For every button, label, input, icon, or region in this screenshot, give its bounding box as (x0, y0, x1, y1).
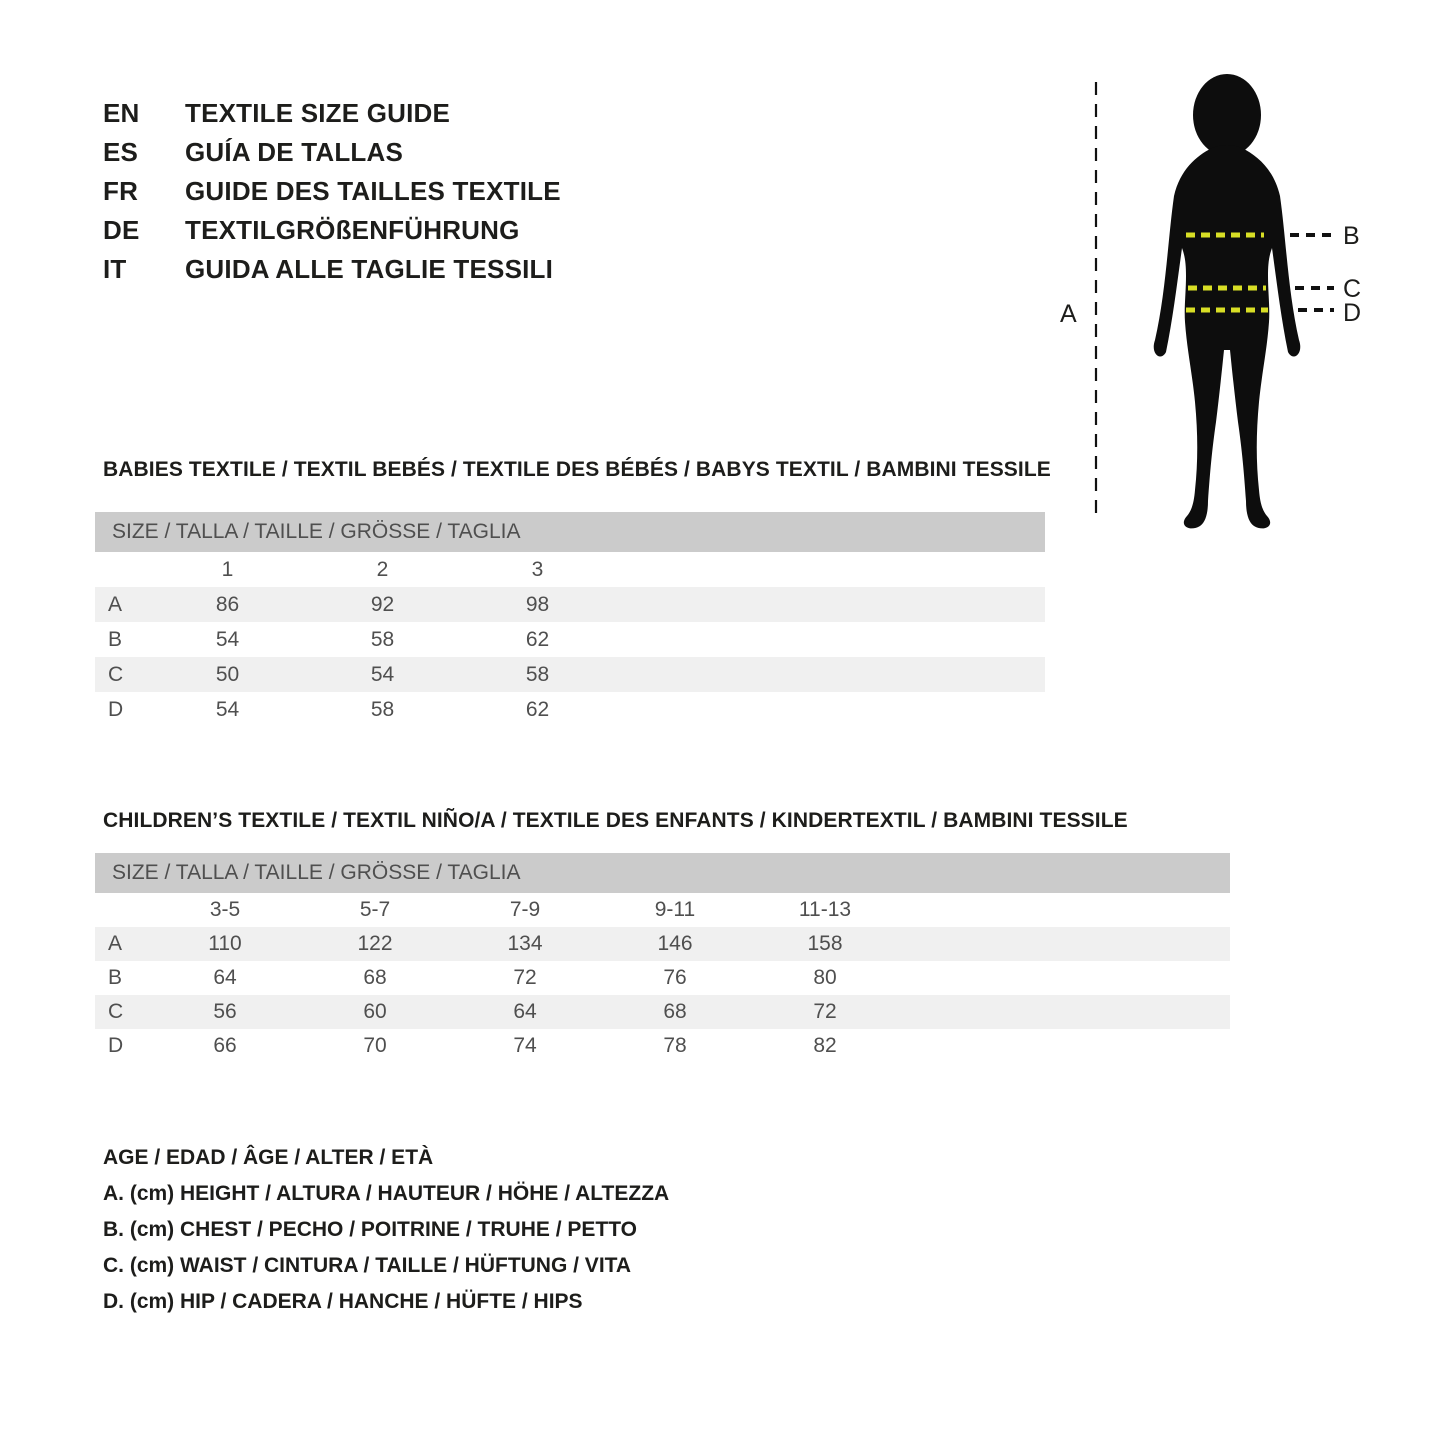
value-cell: 122 (357, 932, 393, 955)
language-row-it (103, 250, 561, 289)
guide-title: GUIDA ALLE TAGLIE TESSILI (185, 254, 554, 284)
value-cell: 62 (525, 697, 550, 721)
value-cell: 64 (213, 966, 237, 989)
table-row (95, 587, 1045, 622)
table-row (95, 622, 1045, 657)
value-cell: 68 (663, 1000, 687, 1023)
language-code: ES (103, 137, 139, 167)
chest-label: B (1343, 222, 1360, 250)
size-column: 1 (221, 557, 234, 581)
size-header-bar: SIZE / TALLA / TAILLE / GRÖSSE / TAGLIA (95, 853, 1230, 893)
value-cell: 54 (370, 662, 395, 686)
language-row-fr (103, 172, 561, 211)
row-label: C (108, 662, 124, 686)
guide-title: TEXTILGRÖßENFÜHRUNG (185, 215, 520, 245)
child-measurement-figure (1040, 60, 1380, 540)
value-cell: 50 (215, 662, 240, 686)
row-label: D (108, 697, 124, 721)
value-cell: 92 (370, 592, 395, 616)
value-cell: 60 (363, 1000, 387, 1023)
language-row-de (103, 211, 561, 250)
value-cell: 98 (525, 592, 550, 616)
row-label: B (108, 966, 123, 989)
value-cell: 56 (213, 1000, 237, 1023)
waist-label: C (1343, 275, 1362, 303)
size-column: 3 (531, 557, 544, 581)
legend-chest-line: B. (cm) CHEST / PECHO / POITRINE / TRUHE / PETTO (103, 1218, 638, 1241)
size-column: 5-7 (359, 898, 391, 921)
guide-title: GUIDE DES TAILLES TEXTILE (185, 176, 561, 206)
legend-waist-line: C. (cm) WAIST / CINTURA / TAILLE / HÜFTUNG / VITA (103, 1254, 632, 1277)
height-label: A (1060, 300, 1077, 328)
babies-table-title: BABIES TEXTILE / TEXTIL BEBÉS / TEXTILE DES BÉBÉS / BABYS TEXTIL / BAMBINI TESSILE (103, 458, 1051, 481)
table-row (95, 1029, 1230, 1063)
size-column: 3-5 (209, 898, 241, 921)
value-cell: 54 (215, 627, 240, 651)
table-row (95, 995, 1230, 1029)
language-code: IT (103, 254, 127, 284)
hip-label: D (1343, 299, 1362, 327)
table-row (95, 692, 1045, 727)
value-cell: 72 (813, 1000, 837, 1023)
row-label: C (108, 1000, 124, 1023)
babies-size-table (95, 512, 1045, 727)
size-column: 2 (376, 557, 389, 581)
language-code: DE (103, 215, 140, 245)
row-label: D (108, 1034, 124, 1057)
column-header-row (95, 552, 1045, 587)
column-header-row (95, 893, 1230, 927)
value-cell: 72 (513, 966, 537, 989)
value-cell: 68 (363, 966, 387, 989)
value-cell: 74 (513, 1034, 537, 1057)
value-cell: 82 (813, 1034, 837, 1057)
language-row-en (103, 94, 561, 133)
value-cell: 78 (663, 1034, 687, 1057)
row-label: A (108, 592, 123, 616)
language-code: EN (103, 98, 140, 128)
value-cell: 76 (663, 966, 687, 989)
value-cell: 64 (513, 1000, 537, 1023)
language-code: FR (103, 176, 139, 206)
language-title-list (103, 94, 561, 289)
table-row (95, 927, 1230, 961)
value-cell: 66 (213, 1034, 237, 1057)
legend-height-line: A. (cm) HEIGHT / ALTURA / HAUTEUR / HÖHE / ALTEZZA (103, 1182, 670, 1205)
value-cell: 146 (657, 932, 693, 955)
value-cell: 58 (370, 697, 395, 721)
guide-title: GUÍA DE TALLAS (185, 137, 404, 167)
size-column: 7-9 (509, 898, 541, 921)
value-cell: 58 (525, 662, 550, 686)
value-cell: 70 (363, 1034, 387, 1057)
value-cell: 86 (215, 592, 240, 616)
guide-title: TEXTILE SIZE GUIDE (185, 98, 451, 128)
child-silhouette-icon (1154, 74, 1301, 528)
size-column: 11-13 (798, 898, 852, 921)
value-cell: 158 (807, 932, 843, 955)
language-row-es (103, 133, 561, 172)
legend-age-line: AGE / EDAD / ÂGE / ALTER / ETÀ (103, 1146, 434, 1169)
size-column: 9-11 (654, 898, 696, 921)
children-table-title: CHILDREN’S TEXTILE / TEXTIL NIÑO/A / TEXTILE DES ENFANTS / KINDERTEXTIL / BAMBINI TESSILE (103, 809, 1128, 832)
measurement-legend (103, 1140, 669, 1320)
legend-hip-line: D. (cm) HIP / CADERA / HANCHE / HÜFTE / HIPS (103, 1290, 583, 1313)
value-cell: 58 (370, 627, 395, 651)
table-row (95, 657, 1045, 692)
value-cell: 54 (215, 697, 240, 721)
size-header-bar: SIZE / TALLA / TAILLE / GRÖSSE / TAGLIA (95, 512, 1045, 552)
value-cell: 62 (525, 627, 550, 651)
children-size-table (95, 853, 1230, 1063)
table-row (95, 961, 1230, 995)
row-label: A (108, 932, 123, 955)
value-cell: 134 (507, 932, 543, 955)
value-cell: 80 (813, 966, 837, 989)
row-label: B (108, 627, 123, 651)
value-cell: 110 (208, 932, 242, 955)
